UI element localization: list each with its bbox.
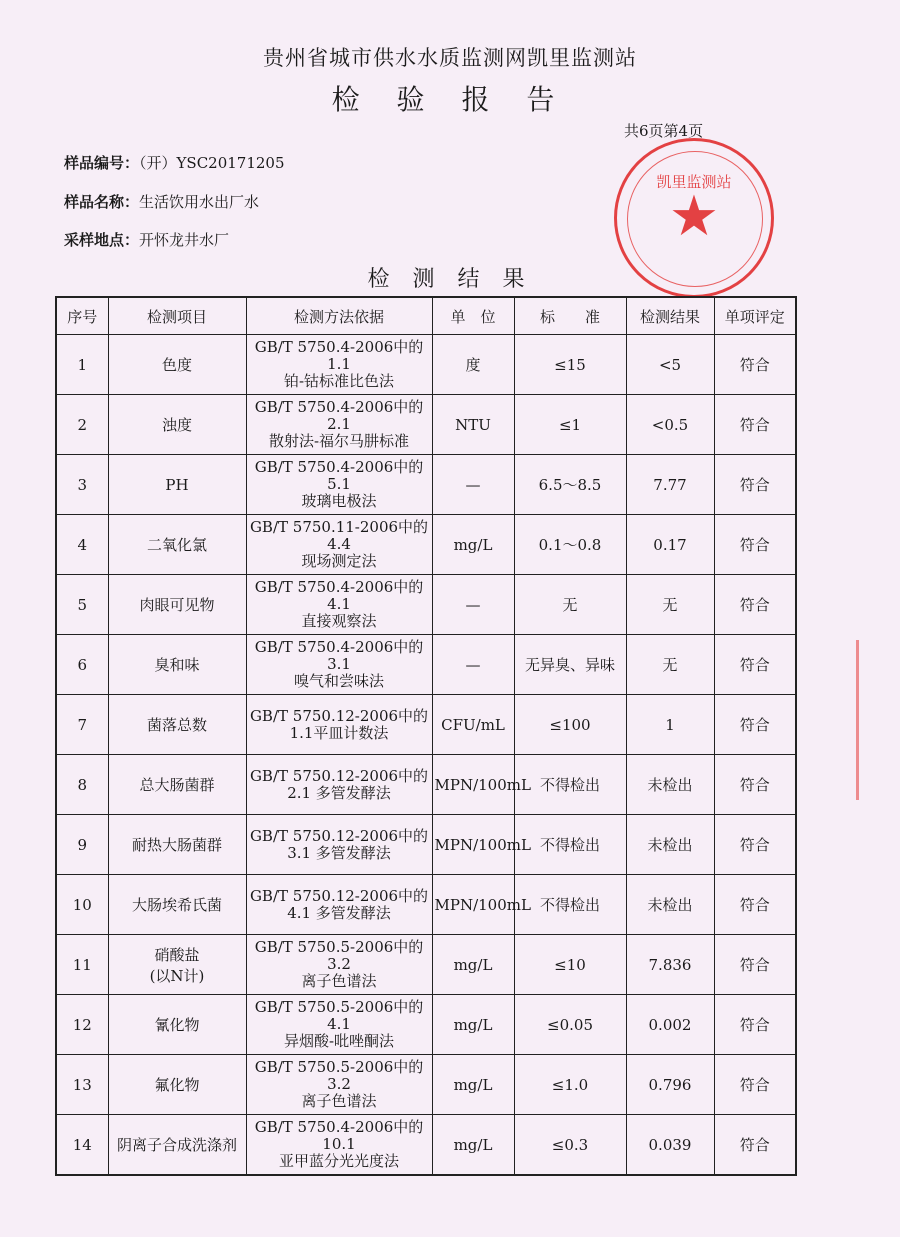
cell-method: [246, 695, 432, 755]
table-row: [56, 875, 796, 935]
cell-standard: 无异臭、异味: [514, 635, 626, 695]
method-name: 现场测定法: [301, 552, 377, 570]
method-name: 散射法-福尔马肼标准: [268, 432, 410, 450]
cell-no: 9: [56, 815, 108, 875]
cell-result: 0.796: [626, 1055, 714, 1115]
cell-method: [246, 575, 432, 635]
header-result: 检测结果: [626, 297, 714, 335]
table-row: [56, 1055, 796, 1115]
cell-unit: MPN/100mL: [432, 875, 514, 935]
table-row: [56, 935, 796, 995]
method-standard: GB/T 5750.5-2006中的3.2: [254, 938, 424, 973]
sample-number-value: （开）YSC20171205: [139, 154, 285, 172]
method-standard: GB/T 5750.12-2006中的: [249, 826, 429, 845]
cell-unit: mg/L: [432, 1055, 514, 1115]
cell-verdict: 符合: [714, 635, 796, 695]
cell-method: [246, 515, 432, 575]
seal-edge-mark: [856, 640, 875, 800]
cell-verdict: 符合: [714, 875, 796, 935]
header-standard: 标 准: [514, 297, 626, 335]
cell-standard: ≤10: [514, 935, 626, 995]
cell-unit: CFU/mL: [432, 695, 514, 755]
method-standard: GB/T 5750.4-2006中的10.1: [254, 1118, 424, 1153]
cell-no: 1: [56, 335, 108, 395]
method-name: 3.1 多管发酵法: [287, 843, 391, 862]
method-standard: GB/T 5750.4-2006中的1.1: [254, 338, 424, 373]
cell-item: 肉眼可见物: [108, 575, 246, 635]
cell-method: [246, 395, 432, 455]
cell-item: 氟化物: [108, 1055, 246, 1115]
method-standard: GB/T 5750.5-2006中的4.1: [254, 998, 424, 1033]
cell-method: [246, 875, 432, 935]
cell-method: [246, 815, 432, 875]
sample-location: [64, 229, 229, 250]
cell-method: [246, 1055, 432, 1115]
cell-item: 阴离子合成洗涤剂: [108, 1115, 246, 1176]
method-standard: GB/T 5750.4-2006中的4.1: [254, 578, 424, 613]
table-row: [56, 755, 796, 815]
cell-item: 浊度: [108, 395, 246, 455]
sample-name-label: 样品名称：: [64, 193, 140, 211]
method-name: 亚甲蓝分光光度法: [278, 1152, 399, 1170]
cell-verdict: 符合: [714, 935, 796, 995]
cell-result: 0.002: [626, 995, 714, 1055]
cell-result: <5: [626, 335, 714, 395]
cell-standard: 0.1～0.8: [514, 515, 626, 575]
cell-result: 未检出: [626, 755, 714, 815]
cell-no: 2: [56, 395, 108, 455]
cell-verdict: 符合: [714, 815, 796, 875]
sample-number-label: 样品编号：: [64, 154, 140, 172]
header-unit: 单 位: [432, 297, 514, 335]
cell-result: 1: [626, 695, 714, 755]
cell-standard: ≤1: [514, 395, 626, 455]
cell-standard: 不得检出: [514, 815, 626, 875]
cell-unit: MPN/100mL: [432, 755, 514, 815]
cell-standard: 不得检出: [514, 755, 626, 815]
method-name: 直接观察法: [301, 612, 377, 630]
cell-no: 8: [56, 755, 108, 815]
cell-no: 12: [56, 995, 108, 1055]
cell-verdict: 符合: [714, 515, 796, 575]
header-no: 序号: [56, 297, 108, 335]
cell-verdict: 符合: [714, 755, 796, 815]
method-name: 异烟酸-吡唑酮法: [283, 1032, 395, 1050]
cell-unit: mg/L: [432, 1115, 514, 1176]
table-row: [56, 1115, 796, 1176]
sample-number: [64, 152, 285, 173]
method-name: 离子色谱法: [301, 972, 377, 990]
seal-text: 凯里监测站: [656, 173, 732, 191]
results-table: [55, 296, 797, 1176]
table-header-row: [56, 297, 796, 335]
cell-item: 臭和味: [108, 635, 246, 695]
method-name: 1.1平皿计数法: [289, 723, 389, 742]
cell-verdict: 符合: [714, 455, 796, 515]
table-row: [56, 455, 796, 515]
method-standard: GB/T 5750.12-2006中的: [249, 766, 429, 785]
cell-result: <0.5: [626, 395, 714, 455]
table-row: [56, 695, 796, 755]
cell-verdict: 符合: [714, 1055, 796, 1115]
method-name: 4.1 多管发酵法: [287, 903, 391, 922]
cell-unit: mg/L: [432, 515, 514, 575]
cell-result: 未检出: [626, 815, 714, 875]
cell-result: 无: [626, 575, 714, 635]
cell-standard: ≤1.0: [514, 1055, 626, 1115]
cell-verdict: 符合: [714, 575, 796, 635]
cell-item: [108, 935, 246, 995]
cell-no: 6: [56, 635, 108, 695]
cell-verdict: 符合: [714, 1115, 796, 1176]
cell-standard: ≤0.05: [514, 995, 626, 1055]
cell-unit: 度: [432, 335, 514, 395]
cell-standard: 6.5～8.5: [514, 455, 626, 515]
method-standard: GB/T 5750.4-2006中的3.1: [254, 638, 424, 673]
method-name: 2.1 多管发酵法: [287, 783, 391, 802]
method-standard: GB/T 5750.4-2006中的5.1: [254, 458, 424, 493]
cell-no: 4: [56, 515, 108, 575]
cell-verdict: 符合: [714, 335, 796, 395]
cell-method: [246, 995, 432, 1055]
method-standard: GB/T 5750.4-2006中的2.1: [254, 398, 424, 433]
cell-method: [246, 455, 432, 515]
cell-item: 氰化物: [108, 995, 246, 1055]
cell-unit: NTU: [432, 395, 514, 455]
cell-unit: —: [432, 635, 514, 695]
cell-result: 7.77: [626, 455, 714, 515]
item-name: 硝酸盐: [154, 945, 200, 964]
method-standard: GB/T 5750.5-2006中的3.2: [254, 1058, 424, 1093]
cell-standard: 无: [514, 575, 626, 635]
cell-unit: mg/L: [432, 995, 514, 1055]
cell-no: 7: [56, 695, 108, 755]
cell-unit: mg/L: [432, 935, 514, 995]
cell-no: 5: [56, 575, 108, 635]
header-item: 检测项目: [108, 297, 246, 335]
header-method: 检测方法依据: [246, 297, 432, 335]
cell-standard: 不得检出: [514, 875, 626, 935]
report-title: 检 验 报 告: [331, 83, 569, 116]
cell-method: [246, 1115, 432, 1176]
cell-item: 耐热大肠菌群: [108, 815, 246, 875]
page-info: 共6页第4页: [624, 122, 704, 140]
seal-star-icon: ★: [668, 184, 720, 249]
cell-no: 3: [56, 455, 108, 515]
cell-item: 二氧化氯: [108, 515, 246, 575]
method-name: 铂-钴标准比色法: [283, 372, 395, 390]
sample-location-label: 采样地点：: [64, 231, 140, 249]
cell-item: 色度: [108, 335, 246, 395]
table-row: [56, 395, 796, 455]
cell-no: 14: [56, 1115, 108, 1176]
cell-result: 0.17: [626, 515, 714, 575]
cell-method: [246, 635, 432, 695]
cell-item: PH: [108, 455, 246, 515]
cell-method: [246, 755, 432, 815]
table-row: [56, 815, 796, 875]
table-row: [56, 335, 796, 395]
cell-verdict: 符合: [714, 695, 796, 755]
cell-standard: ≤0.3: [514, 1115, 626, 1176]
method-name: 离子色谱法: [301, 1092, 377, 1110]
cell-result: 无: [626, 635, 714, 695]
cell-no: 11: [56, 935, 108, 995]
header-verdict: 单项评定: [714, 297, 796, 335]
results-title: 检 测 结 果: [367, 267, 533, 292]
method-standard: GB/T 5750.11-2006中的4.4: [249, 518, 429, 553]
cell-item: 大肠埃希氏菌: [108, 875, 246, 935]
method-standard: GB/T 5750.12-2006中的: [249, 886, 429, 905]
cell-item: 菌落总数: [108, 695, 246, 755]
cell-item: 总大肠菌群: [108, 755, 246, 815]
table-row: [56, 995, 796, 1055]
table-row: [56, 575, 796, 635]
cell-method: [246, 335, 432, 395]
cell-unit: —: [432, 455, 514, 515]
sample-location-value: 开怀龙井水厂: [139, 231, 230, 249]
sample-name: [64, 191, 259, 212]
cell-no: 13: [56, 1055, 108, 1115]
table-row: [56, 635, 796, 695]
cell-standard: ≤15: [514, 335, 626, 395]
cell-result: 7.836: [626, 935, 714, 995]
method-standard: GB/T 5750.12-2006中的: [249, 706, 429, 725]
organization-title: 贵州省城市供水水质监测网凯里监测站: [263, 46, 637, 70]
method-name: 嗅气和尝味法: [293, 672, 384, 690]
cell-standard: ≤100: [514, 695, 626, 755]
cell-result: 未检出: [626, 875, 714, 935]
cell-verdict: 符合: [714, 995, 796, 1055]
cell-unit: —: [432, 575, 514, 635]
cell-result: 0.039: [626, 1115, 714, 1176]
item-note: (以N计): [149, 966, 205, 985]
cell-method: [246, 935, 432, 995]
table-row: [56, 515, 796, 575]
sample-name-value: 生活饮用水出厂水: [139, 193, 260, 211]
cell-no: 10: [56, 875, 108, 935]
method-name: 玻璃电极法: [301, 492, 377, 510]
cell-verdict: 符合: [714, 395, 796, 455]
cell-unit: MPN/100mL: [432, 815, 514, 875]
